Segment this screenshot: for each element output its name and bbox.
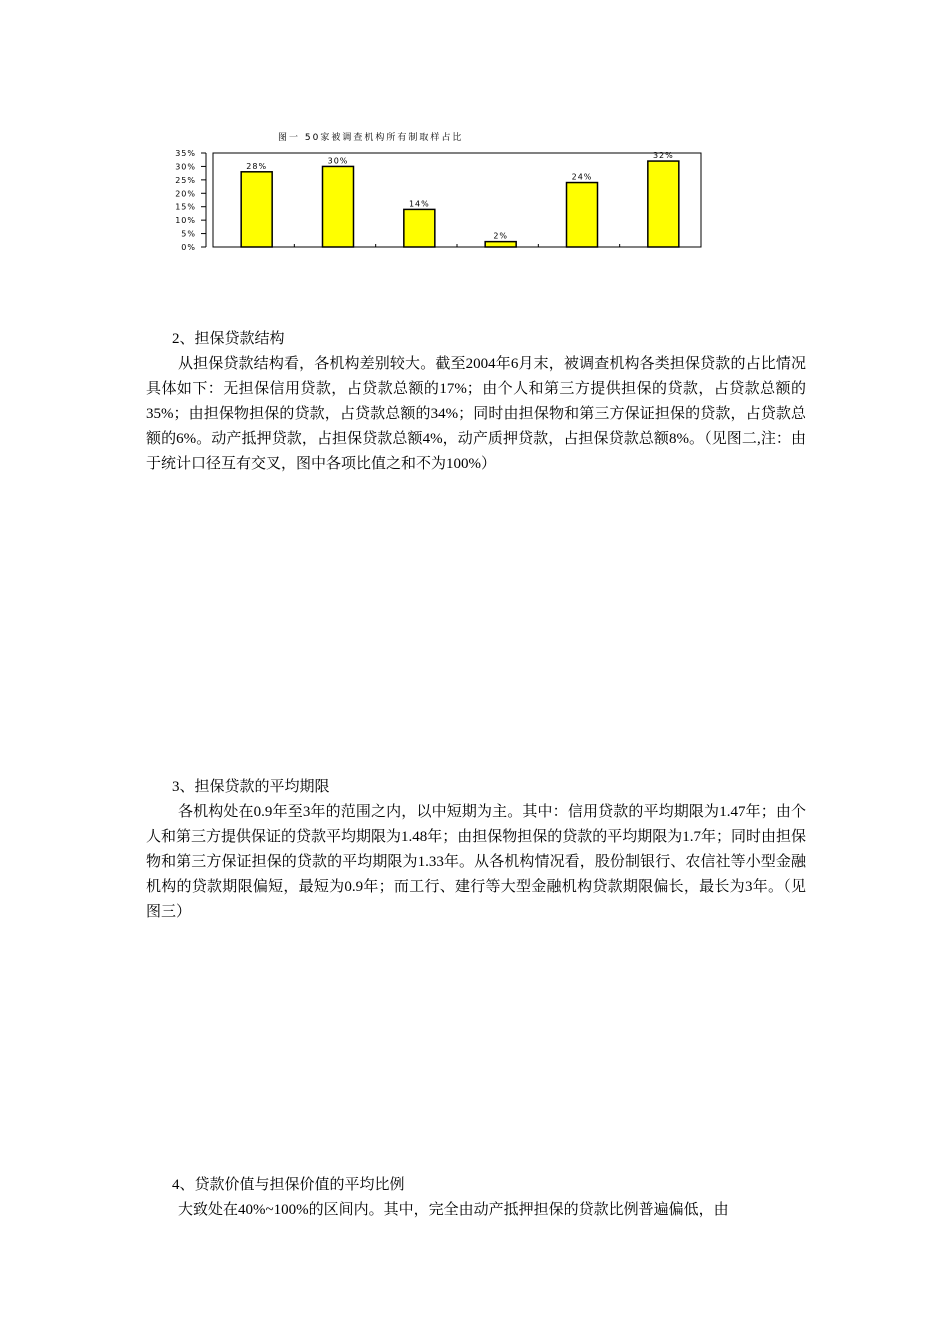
y-tick-label: 0% <box>181 243 196 252</box>
y-tick-label: 25% <box>175 175 196 185</box>
chart-plot-frame <box>213 153 701 247</box>
section-body-guarantee-structure: 从担保贷款结构看，各机构差别较大。截至2004年6月末，被调查机构各类担保贷款的占比情况具体如下：无担保信用贷款，占贷款总额的17%；由个人和第三方提供担保的贷款，占贷款总额的35%；由担保物担保的贷款，占贷款总额的34%；同时由担保物和第三方保证担保的贷款，占贷款总额的6%。动产抵押贷款，占担保贷款总额4%，动产质押贷款，占担保贷款总额8%。（见图二,注：由于统计口径互有交叉，图中各项比值之和不为100%） <box>146 356 806 472</box>
section-body-average-term: 各机构处在0.9年至3年的范围之内，以中短期为主。其中：信用贷款的平均期限为1.47年；由个人和第三方提供保证的贷款平均期限为1.48年；由担保物担保的贷款的平均期限为1.7年；同时由担保物和第三方保证担保的贷款的平均期限为1.33年。从各机构情况看，股份制银行、农信社等小型金融机构的贷款期限偏短，最短为0.9年；而工行、建行等大型金融机构贷款期限偏长，最长为3年。（见图三） <box>146 804 807 920</box>
y-tick-label: 15% <box>175 202 196 212</box>
bar-value-label: 14% <box>408 199 430 209</box>
y-tick-label: 35% <box>175 149 196 158</box>
section-heading-loan-to-value: 4、贷款价值与担保价值的平均比例 <box>172 1177 405 1193</box>
bar <box>241 172 272 247</box>
chart-title: 图一 50家被调查机构所有制取样占比 <box>278 133 464 143</box>
bar-value-label: 2% <box>493 231 509 241</box>
y-tick-label: 30% <box>175 162 196 172</box>
y-tick-label: 10% <box>175 216 196 226</box>
ownership-sample-chart <box>168 125 708 260</box>
bar-value-label: 30% <box>327 156 349 166</box>
bar-value-label: 32% <box>652 151 674 161</box>
y-tick-label: 20% <box>175 189 196 199</box>
bar <box>648 161 679 247</box>
section-heading-average-term: 3、担保贷款的平均期限 <box>172 779 330 795</box>
bar <box>404 209 435 247</box>
section-body-loan-to-value: 大致处在40%~100%的区间内。其中，完全由动产抵押担保的贷款比例普遍偏低，由 <box>178 1202 729 1218</box>
y-tick-label: 5% <box>181 229 196 239</box>
bar-value-label: 28% <box>246 161 268 171</box>
bar-value-label: 24% <box>571 172 593 182</box>
bar <box>485 242 516 247</box>
bar <box>567 183 598 247</box>
section-heading-guarantee-structure: 2、担保贷款结构 <box>172 331 285 347</box>
bar <box>323 166 354 247</box>
